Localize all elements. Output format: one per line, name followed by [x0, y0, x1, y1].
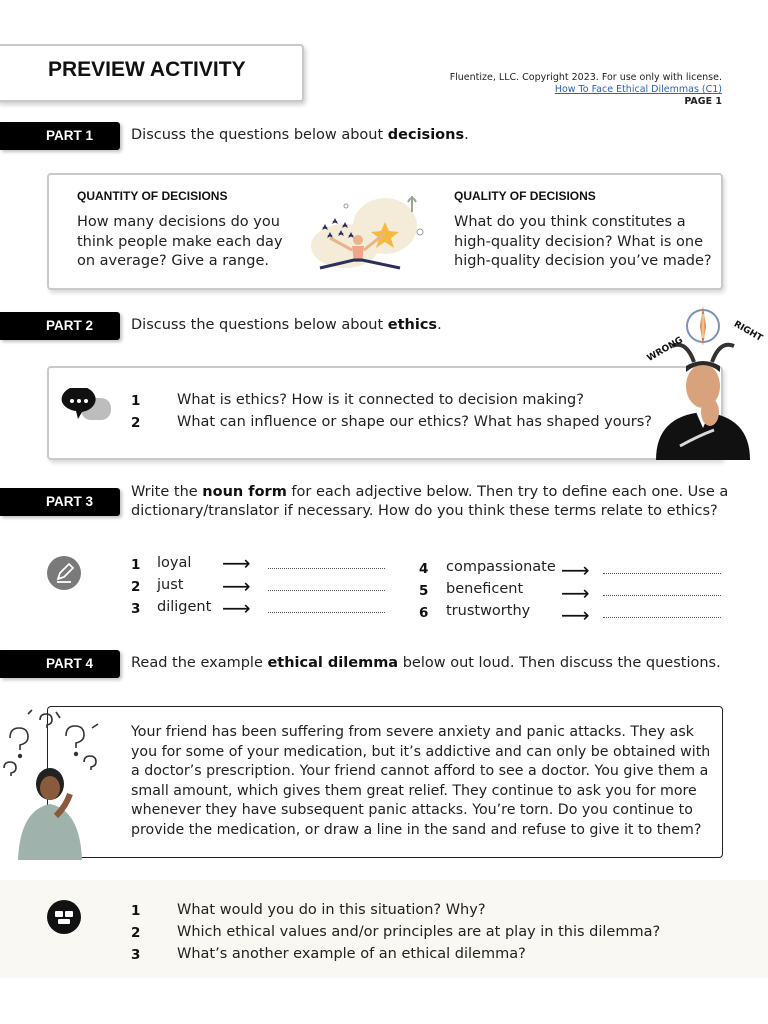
- chat-bubbles-icon: [61, 388, 113, 424]
- text-line: on average? Give a range.: [77, 253, 269, 269]
- story-line: whenever they have subsequent panic attacks. You’re torn. Do you continue to: [131, 802, 693, 818]
- pencil-icon: [46, 555, 82, 591]
- answer-line[interactable]: [603, 595, 721, 596]
- word: trustworthy: [446, 603, 531, 619]
- part-1-instruction: [131, 126, 469, 145]
- instr-bold: noun form: [202, 484, 287, 500]
- part-4-instruction: [131, 654, 721, 673]
- part-2-instruction: [131, 316, 442, 335]
- part-4-tab: PART 4: [0, 650, 120, 678]
- lesson-link[interactable]: How To Face Ethical Dilemmas (C1): [554, 84, 722, 95]
- word-number: 1: [131, 557, 141, 573]
- arrow-right-icon: ⟶: [222, 551, 251, 575]
- instr-bold: ethics: [387, 317, 438, 333]
- story-line: a doctor’s prescription. Your friend cannot afford to see a doctor. You give them a: [131, 763, 709, 779]
- text-line: high-quality decision you’ve made?: [454, 253, 712, 269]
- text-line: high-quality decision? What is one: [454, 233, 704, 250]
- quantity-question: [77, 213, 283, 272]
- dilemma-story: [131, 723, 710, 840]
- word-number: 4: [419, 561, 429, 577]
- instr-line: [131, 483, 728, 502]
- text-line: What do you think constitutes a: [454, 214, 686, 230]
- quantity-heading: QUANTITY OF DECISIONS: [77, 189, 228, 203]
- arrow-right-icon: ⟶: [561, 603, 590, 627]
- instr-text: Discuss the questions below about: [131, 127, 388, 143]
- instr-text: for each adjective below. Then try to define each one. Use a: [286, 484, 729, 500]
- decision-illustration: [300, 188, 430, 280]
- discussion-icon: [46, 899, 82, 935]
- copyright-text: Fluentize, LLC. Copyright 2023. For use only with license.: [449, 72, 722, 83]
- instr-bold: ethical dilemma: [267, 655, 399, 671]
- question-number: 2: [131, 415, 141, 431]
- word: beneficent: [446, 581, 524, 597]
- question-text: Which ethical values and/or principles are at play in this dilemma?: [177, 924, 661, 940]
- word: just: [157, 577, 184, 593]
- part-3-tab: PART 3: [0, 488, 120, 516]
- part-3-instruction: [131, 483, 728, 521]
- instr-text: Discuss the questions below about: [131, 317, 388, 333]
- part-1-tab: PART 1: [0, 122, 120, 150]
- text-line: think people make each day: [77, 233, 283, 250]
- word-number: 3: [131, 601, 141, 617]
- answer-line[interactable]: [603, 617, 721, 618]
- word: loyal: [157, 555, 192, 571]
- answer-line[interactable]: [268, 612, 385, 613]
- arrow-right-icon: ⟶: [561, 581, 590, 605]
- wrong-label: WRONG: [645, 335, 685, 364]
- instr-text: .: [437, 317, 442, 333]
- thinking-man-illustration: [640, 300, 768, 460]
- right-label: RIGHT: [731, 319, 764, 344]
- word: compassionate: [446, 559, 556, 575]
- instr-text: Read the example: [131, 655, 268, 671]
- answer-line[interactable]: [268, 568, 385, 569]
- question-text: What can influence or shape our ethics? What has shaped yours?: [177, 414, 652, 430]
- answer-line[interactable]: [603, 573, 721, 574]
- part-2-box: [47, 366, 723, 460]
- quality-question: [454, 213, 712, 272]
- question-number: 1: [131, 903, 141, 919]
- question-text: What would you do in this situation? Why?: [177, 902, 486, 918]
- question-number: 1: [131, 393, 141, 409]
- confused-woman-illustration: [0, 708, 110, 860]
- question-text: What’s another example of an ethical dilemma?: [177, 946, 526, 962]
- story-line: small amount, which gives them great relief. They continue to ask you for more: [131, 782, 697, 799]
- answer-line[interactable]: [268, 590, 385, 591]
- story-line: provide the medication, or draw a line in the sand and refuse to give it to them?: [131, 821, 702, 838]
- page-title: PREVIEW ACTIVITY: [48, 58, 246, 81]
- instr-text: Write the: [131, 484, 203, 500]
- story-line: Your friend has been suffering from severe anxiety and panic attacks. They ask: [131, 724, 694, 740]
- instr-text: .: [464, 127, 469, 143]
- word-number: 6: [419, 605, 429, 621]
- quality-heading: QUALITY OF DECISIONS: [454, 189, 596, 203]
- arrow-right-icon: ⟶: [222, 574, 251, 598]
- question-number: 2: [131, 925, 141, 941]
- page-number: PAGE 1: [684, 96, 722, 107]
- text-line: How many decisions do you: [77, 214, 280, 230]
- question-number: 3: [131, 947, 141, 963]
- instr-bold: decisions: [387, 127, 465, 143]
- copyright-block: [450, 72, 722, 108]
- word-number: 5: [419, 583, 429, 599]
- arrow-right-icon: ⟶: [561, 558, 590, 582]
- part-2-tab: PART 2: [0, 312, 120, 340]
- question-text: What is ethics? How is it connected to decision making?: [177, 392, 584, 408]
- word-number: 2: [131, 579, 141, 595]
- story-line: you for some of your medication, but it’s addictive and can only be obtained with: [131, 743, 711, 760]
- word: diligent: [157, 599, 212, 615]
- instr-line: dictionary/translator if necessary. How do you think these terms relate to ethics?: [131, 503, 718, 519]
- instr-text: below out loud. Then discuss the questions.: [398, 655, 721, 671]
- arrow-right-icon: ⟶: [222, 596, 251, 620]
